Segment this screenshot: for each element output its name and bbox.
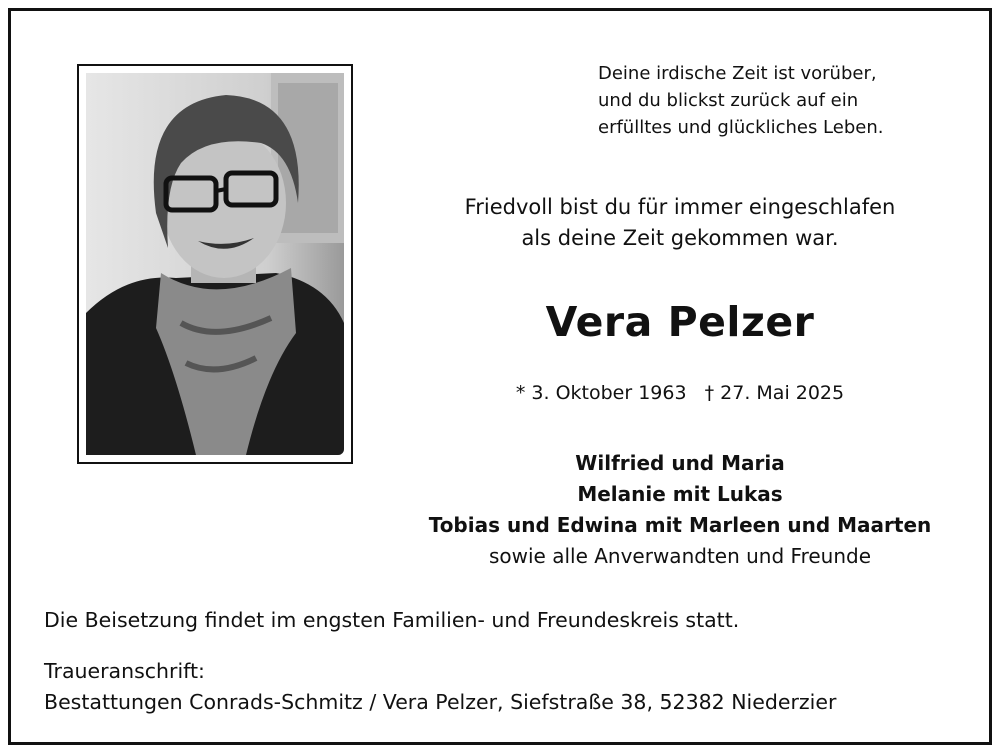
mourner-line: Melanie mit Lukas	[577, 482, 783, 506]
mourner-line: Wilfried und Maria	[575, 451, 785, 475]
deceased-name: Vera Pelzer	[545, 298, 815, 346]
mourners-list	[380, 448, 980, 572]
portrait-photo	[86, 73, 344, 455]
mourner-closing-line: sowie alle Anverwandten und Freunde	[488, 544, 872, 568]
portrait-frame	[77, 64, 353, 464]
address-line: Bestattungen Conrads-Schmitz / Vera Pelzer, Siefstraße 38, 52382 Niederzier	[44, 690, 837, 714]
life-dates	[380, 382, 980, 404]
mourning-address	[44, 656, 836, 718]
mourner-line: Tobias und Edwina mit Marleen und Maarten	[428, 513, 932, 537]
birth-date: * 3. Oktober 1963	[515, 382, 687, 404]
poem-line: erfülltes und glückliches Leben.	[598, 117, 884, 138]
memorial-verse	[380, 192, 980, 254]
poem-line: Deine irdische Zeit ist vorüber,	[598, 63, 877, 84]
funeral-note: Die Beisetzung findet im engsten Familien- und Freundeskreis statt.	[44, 608, 740, 632]
poem-line: und du blickst zurück auf ein	[598, 90, 859, 111]
poem	[598, 60, 938, 141]
address-label: Traueranschrift:	[44, 659, 205, 683]
verse-line: Friedvoll bist du für immer eingeschlafen	[464, 195, 896, 219]
death-date: † 27. Mai 2025	[704, 382, 845, 404]
verse-line: als deine Zeit gekommen war.	[521, 226, 839, 250]
